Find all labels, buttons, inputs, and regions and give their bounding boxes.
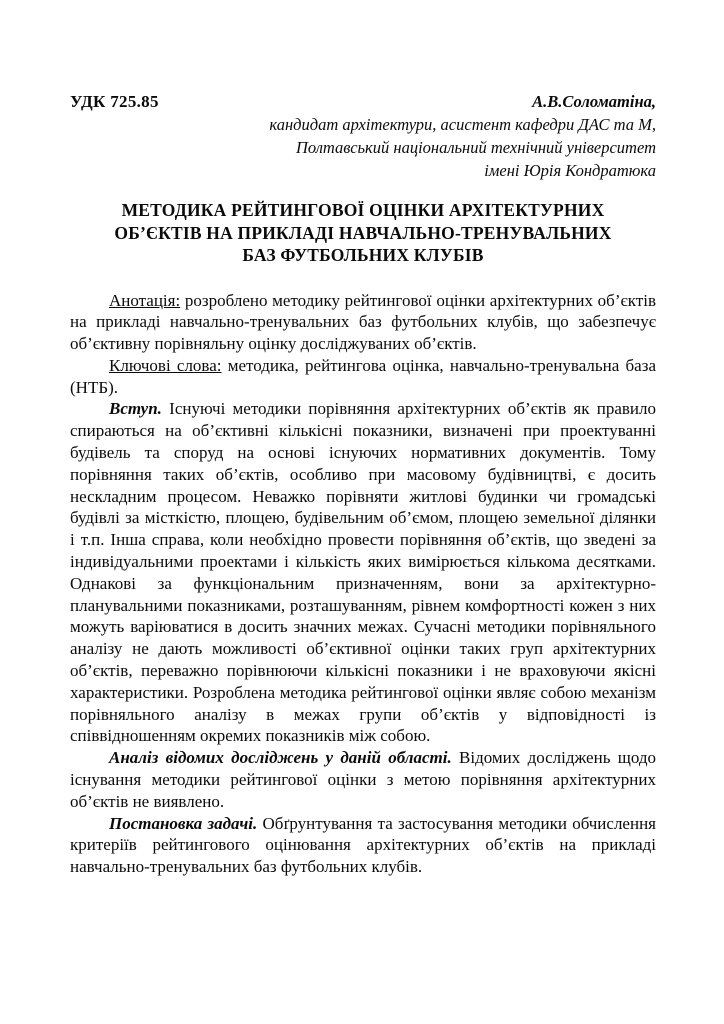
paragraph-keywords xyxy=(70,355,656,399)
paragraph-introduction xyxy=(70,398,656,747)
article-title-line: БАЗ ФУТБОЛЬНИХ КЛУБІВ xyxy=(242,245,484,265)
paragraph-abstract xyxy=(70,290,656,355)
keywords-text: методика, рейтингова оцінка, навчально-тренувальна база (НТБ). xyxy=(70,355,656,397)
author-affiliation xyxy=(70,113,656,182)
author-name: А.В.Соломатіна, xyxy=(532,92,656,111)
article-title xyxy=(70,199,656,267)
article-body xyxy=(70,290,656,879)
paragraph-problem-statement xyxy=(70,813,656,878)
document-header xyxy=(70,90,656,182)
article-title-line: ОБ’ЄКТІВ НА ПРИКЛАДІ НАВЧАЛЬНО-ТРЕНУВАЛЬНИХ xyxy=(114,222,612,243)
affiliation-line: кандидат архітектури, асистент кафедри ДАС та М, xyxy=(269,115,656,134)
page-content xyxy=(70,90,656,878)
header-top-line xyxy=(70,90,656,113)
problem-statement-text: Обґрунтування та застосування методики обчислення критеріїв рейтингового оцінювання архітектурних об’єктів на прикладі навчально-тренувальних баз футбольних клубів. xyxy=(70,813,656,877)
abstract-label: Анотація: xyxy=(109,290,181,310)
abstract-text: розроблено методику рейтингової оцінки архітектурних об’єктів на прикладі навчально-тренувальних баз футбольних клубів, що забезпечує об’єктивну порівняльну оцінку досліджуваних об’єктів. xyxy=(70,290,656,354)
problem-statement-label: Постановка задачі. xyxy=(109,813,258,833)
keywords-label: Ключові слова: xyxy=(109,355,222,375)
affiliation-line: Полтавський національний технічний університет xyxy=(295,138,656,157)
paragraph-known-research xyxy=(70,747,656,812)
known-research-text: Відомих досліджень щодо існування методики рейтингової оцінки з метою порівняння архітектурних об’єктів не виявлено. xyxy=(70,748,656,811)
introduction-label: Вступ. xyxy=(109,399,162,419)
affiliation-line: імені Юрія Кондратюка xyxy=(484,161,656,180)
introduction-text: Існуючі методики порівняння архітектурних об’єктів як правило спираються на об’єктивні кількісні показники, визначені при проектуванні будівель та споруд на основі існуючих нормативних документів. Тому порівняння таких об’єктів, особливо при масовому будівництві, є досить нескладним процесом. Неважко порівняти житлові будинки чи громадські будівлі за місткістю, площею, будівельним об’ємом, площею земельної ділянки і т.п. Інша справа, коли необхідно провести порівняння об’єктів, що зведені за індивідуальними проектами і кількість яких вимірюється кількома десятками. Однакові за функціональним призначенням, вони за архітектурно-планувальними показниками, розташуванням, рівнем комфортності кожен з них можуть варіюватися в досить значних межах. Сучасні методики порівняльного аналізу не дають можливості об’єктивної оцінки таких груп архітектурних об’єктів, переважно порівнюючи кількісні показники і не враховуючи якісні характеристики. Розроблена методика рейтингової оцінки являє собою механізм порівняльного аналізу в межах групи об’єктів у відповідності із співвідношенням окремих показників між собою. xyxy=(70,399,656,746)
udc-code: УДК 725.85 xyxy=(70,92,159,111)
article-title-line: МЕТОДИКА РЕЙТИНГОВОЇ ОЦІНКИ АРХІТЕКТУРНИХ xyxy=(121,200,605,220)
known-research-label: Аналіз відомих досліджень у даній області. xyxy=(109,748,452,768)
